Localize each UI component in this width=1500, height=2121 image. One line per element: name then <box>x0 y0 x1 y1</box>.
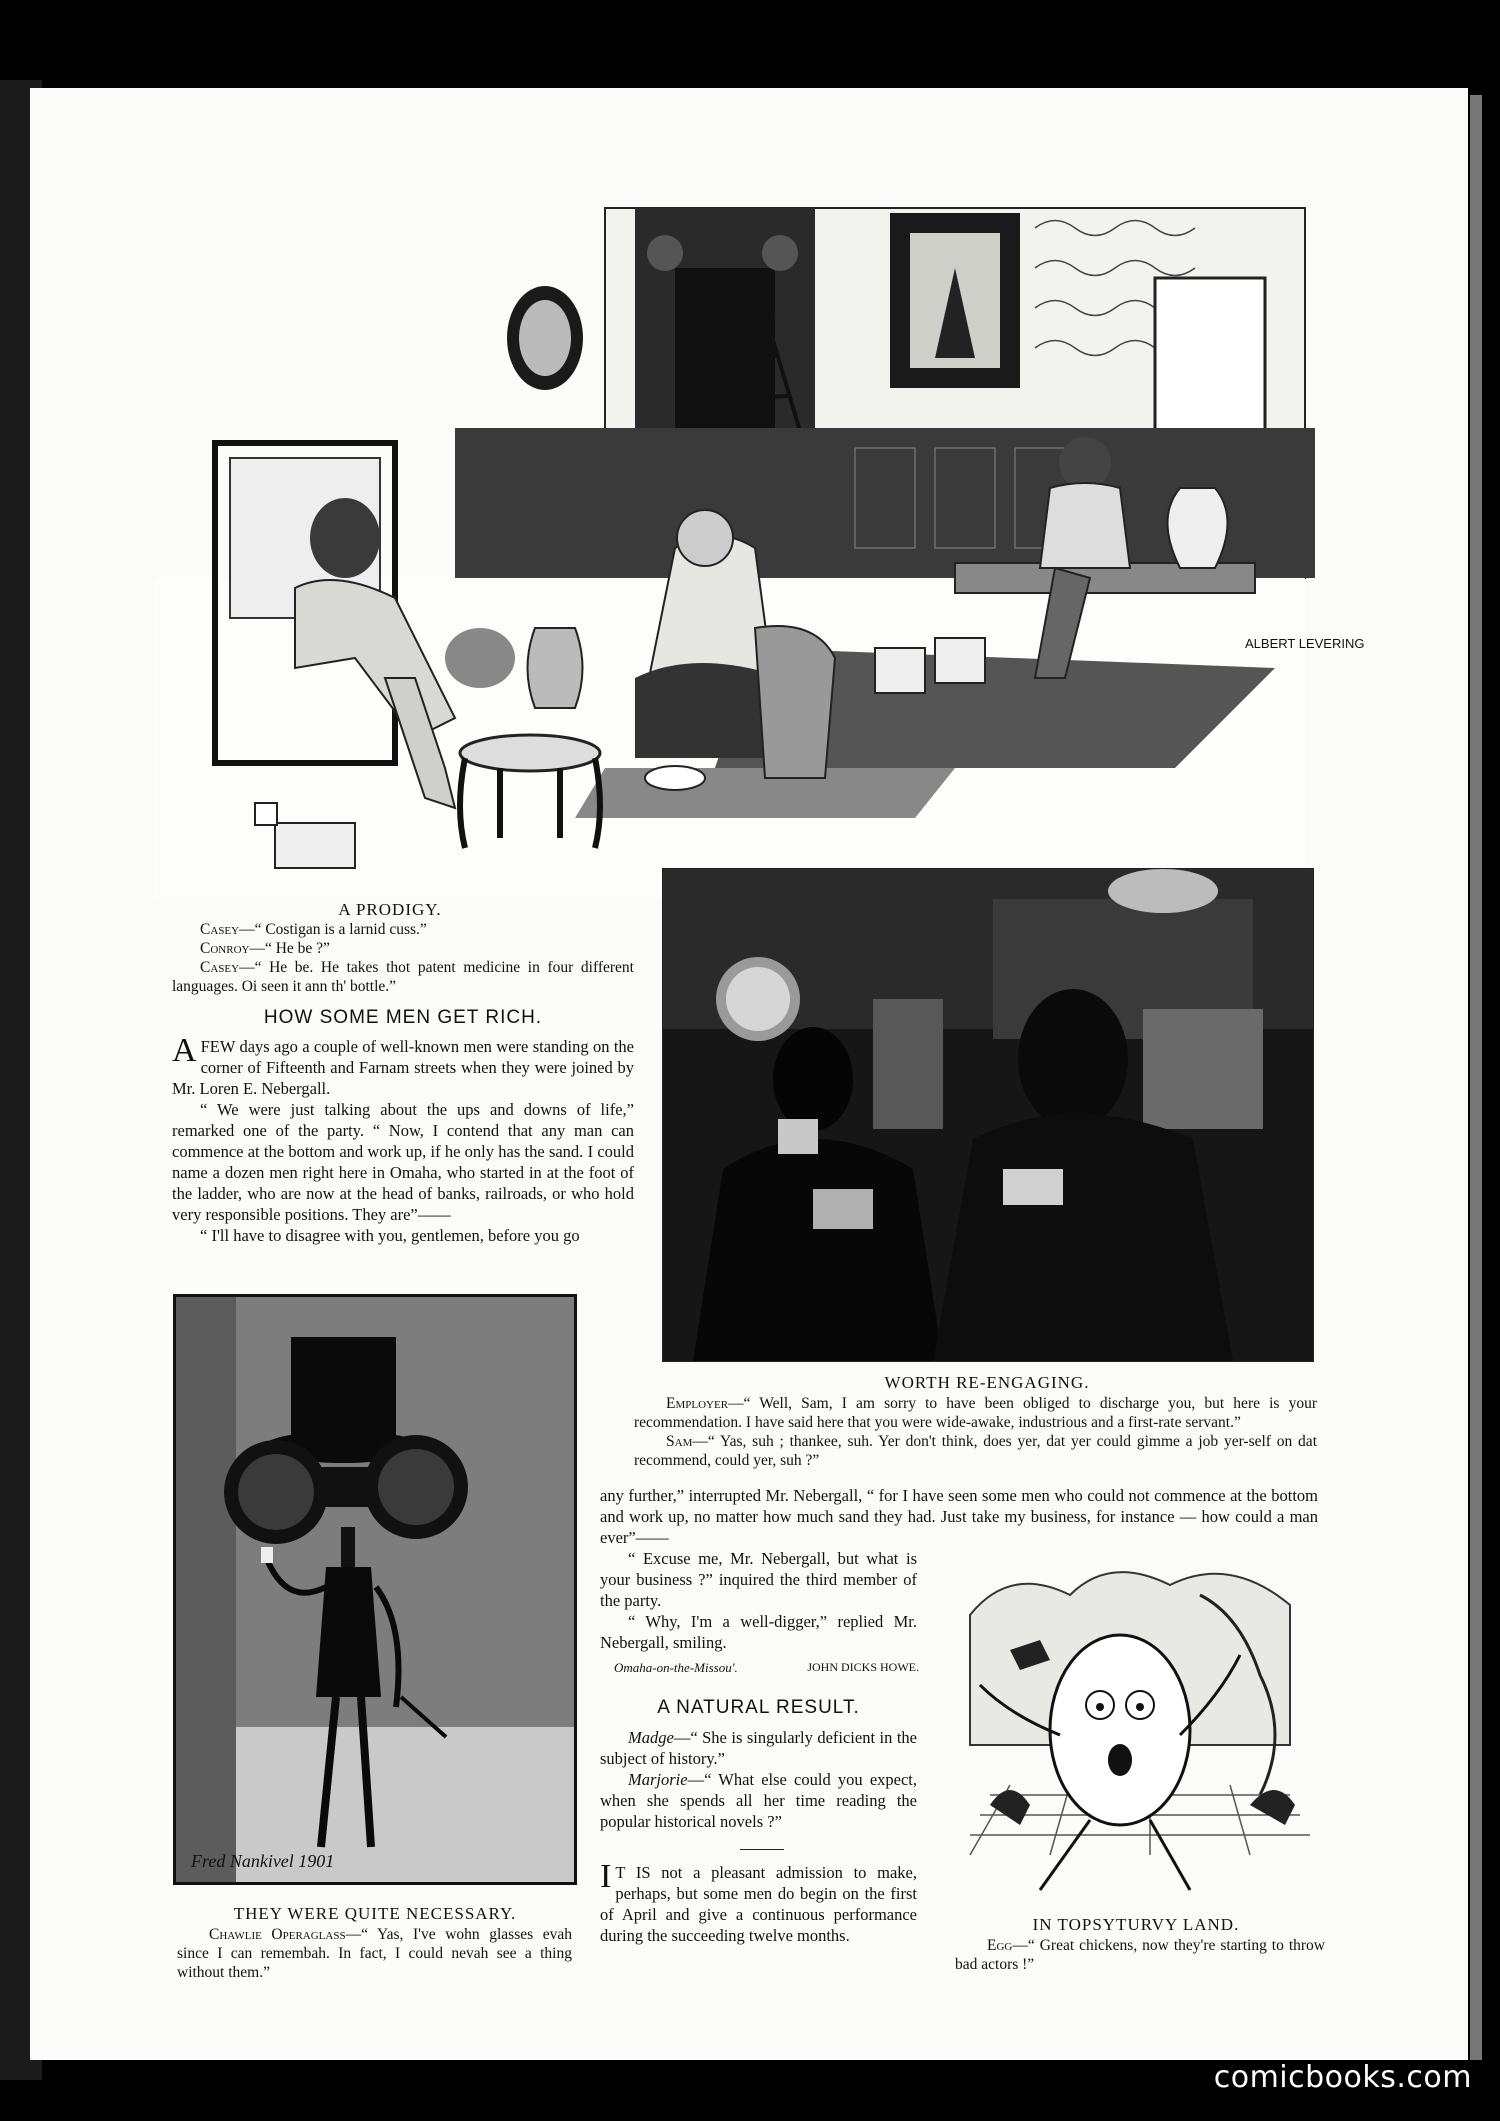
prodigy-speaker-2: Conroy <box>200 940 250 957</box>
prodigy-illustration <box>155 208 1365 898</box>
page-right-edge <box>1470 95 1482 2060</box>
natural-heading: A NATURAL RESULT. <box>657 1697 860 1718</box>
prodigy-text-3: —“ He be. He takes thot patent medicine in four different languages. Oi seen it ann th' bottle.” <box>172 959 634 995</box>
rich-paragraph-2: “ We were just talking about the ups and downs of life,” remarked one of the party. “ Now, I contend that any man can commence at the bottom and work up, if he only has the sand. I could name a dozen men right here in Omaha, who started in at the foot of the ladder, who are now at the head of banks, railroads, or who hold very responsible positions. They are”—— <box>172 1100 634 1224</box>
rich-paragraph-3: “ I'll have to disagree with you, gentlemen, before you go <box>200 1226 580 1245</box>
rich-paragraph-5: “ Why, I'm a well-digger,” replied Mr. Nebergall, smiling. <box>600 1612 917 1652</box>
topsy-dialogue <box>955 1936 1325 1974</box>
rich-paragraph-4: “ Excuse me, Mr. Nebergall, but what is your business ?” inquired the third member of the party. <box>600 1549 917 1610</box>
necessary-illustration <box>173 1294 577 1885</box>
worth-line-2 <box>634 1432 1317 1470</box>
rich-place: Omaha-on-the-Missou'. <box>614 1660 738 1675</box>
topsy-drawing <box>950 1555 1322 1905</box>
worth-title: WORTH RE-ENGAGING. <box>884 1373 1090 1392</box>
prodigy-artist: ALBERT LEVERING <box>1245 636 1365 651</box>
rich-p1-text: FEW days ago a couple of well-known men were standing on the corner of Fifteenth and Farnam streets when they were joined by Mr. Loren E. Nebergall. <box>172 1037 634 1098</box>
topsy-title: IN TOPSYTURVY LAND. <box>1032 1915 1240 1934</box>
worth-line-1 <box>634 1394 1317 1432</box>
worth-photo-image <box>663 869 1313 1361</box>
prodigy-text-2: —“ He be ?” <box>249 940 330 957</box>
natural-dialogue <box>600 1727 917 1832</box>
natural-text-1: —“ She is singularly deficient in the subject of history.” <box>600 1728 917 1768</box>
section-divider <box>740 1849 784 1850</box>
prodigy-line-3 <box>172 958 634 996</box>
april-text: T IS not a pleasant admission to make, perhaps, but some men do begin on the first of April and give a continuous performance during the succeeding twelve months. <box>600 1863 917 1945</box>
necessary-dialogue <box>177 1925 572 1982</box>
natural-text-2: —“ What else could you expect, when she spends all her time reading the popular historical novels ?” <box>600 1770 917 1831</box>
rich-continuation: any further,” interrupted Mr. Nebergall, “ for I have seen some men who could not commence at the bottom and work up, no matter how much sand they had. Just take my business, for instance — how could a man ever”—— <box>600 1486 1318 1547</box>
necessary-drawing <box>176 1297 574 1882</box>
natural-line-1 <box>600 1727 917 1769</box>
necessary-text: —“ Yas, I've wohn glasses evah since I can remembah. In fact, I could nevah see a thing without them.” <box>177 1926 573 1981</box>
worth-photo <box>662 868 1314 1362</box>
prodigy-drawing <box>155 208 1365 898</box>
rich-author: JOHN DICKS HOWE. <box>807 1660 919 1674</box>
prodigy-line-1 <box>172 920 634 939</box>
worth-text-1: —“ Well, Sam, I am sorry to have been obliged to discharge you, but here is your recommendation. I have said here that you were wide-awake, industrious and a first-rate servant.” <box>634 1395 1317 1431</box>
april-dropcap: I <box>600 1858 612 1895</box>
rich-credit <box>614 1660 919 1676</box>
prodigy-speaker-3: Casey <box>200 959 240 976</box>
worth-text-2: —“ Yas, suh ; thankee, suh. Yer don't think, does yer, dat yer could gimme a job yer-self on dat recommend, could yer, suh ?” <box>634 1433 1317 1469</box>
natural-speaker-2: Marjorie <box>628 1770 688 1789</box>
prodigy-title: A PRODIGY. <box>338 900 442 919</box>
prodigy-speaker-1: Casey <box>200 921 240 938</box>
topsy-illustration <box>950 1555 1322 1905</box>
worth-dialogue <box>634 1394 1317 1470</box>
natural-line-2 <box>600 1769 917 1832</box>
rich-paragraph-1 <box>172 1032 634 1099</box>
rich-heading: HOW SOME MEN GET RICH. <box>263 1007 543 1028</box>
prodigy-line-2 <box>172 939 634 958</box>
rich-article <box>172 1032 634 1246</box>
prodigy-dialogue <box>172 920 634 996</box>
worth-speaker-2: Sam <box>666 1433 693 1450</box>
rich-column-2 <box>600 1548 917 1653</box>
april-paragraph <box>600 1858 917 1946</box>
rich-dropcap: A <box>172 1032 197 1069</box>
worth-speaker-1: Employer <box>666 1395 729 1412</box>
necessary-signature: Fred Nankivel 1901 <box>191 1851 335 1871</box>
prodigy-text-1: —“ Costigan is a larnid cuss.” <box>239 921 427 938</box>
natural-speaker-1: Madge <box>628 1728 674 1747</box>
necessary-title: THEY WERE QUITE NECESSARY. <box>233 1904 517 1923</box>
topsy-speaker: Egg <box>987 1937 1013 1954</box>
necessary-speaker: Chawlie Operaglass <box>209 1926 346 1943</box>
topsy-text: —“ Great chickens, now they're starting to throw bad actors !” <box>955 1937 1325 1973</box>
site-watermark: comicbooks.com <box>1213 2060 1472 2095</box>
